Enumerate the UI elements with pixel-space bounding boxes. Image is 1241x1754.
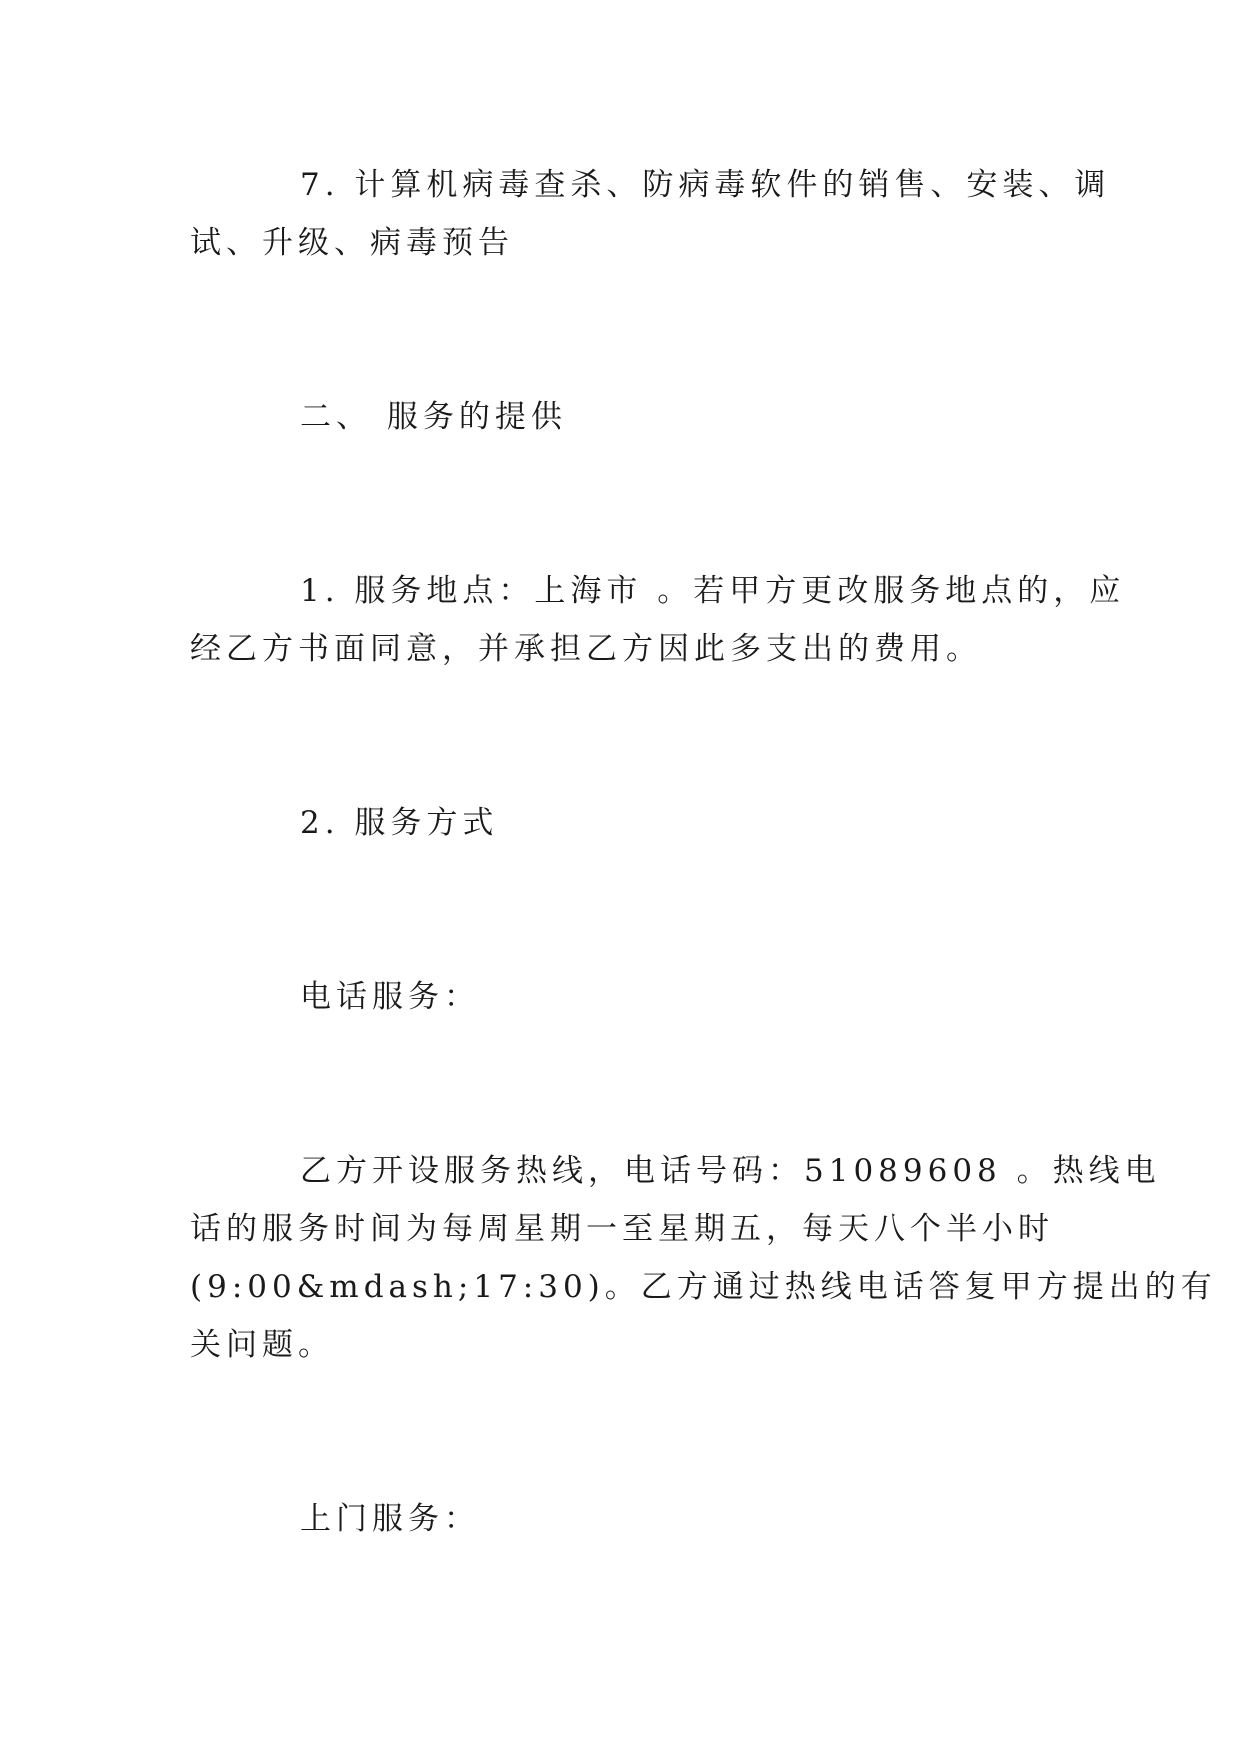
item-7-paragraph xyxy=(190,156,1111,272)
item-2-paragraph xyxy=(190,794,1050,852)
item-7-line-1: 7. 计算机病毒查杀、防病毒软件的销售、安装、调 xyxy=(300,167,1111,203)
onsite-service-heading xyxy=(190,1490,1050,1548)
item-1-line-1: 1. 服务地点：上海市 。若甲方更改服务地点的，应 xyxy=(300,573,1126,609)
phone-service-line-3: (9:00&mdash;17:30)。乙方通过热线电话答复甲方提出的有 xyxy=(190,1269,1217,1305)
phone-service-heading xyxy=(190,968,1050,1026)
section-2-heading xyxy=(190,388,1050,446)
phone-service-line-1: 乙方开设服务热线，电话号码：51089608 。热线电 xyxy=(300,1153,1161,1189)
item-1-line-2: 经乙方书面同意，并承担乙方因此多支出的费用。 xyxy=(190,631,982,667)
phone-service-heading-text: 电话服务： xyxy=(300,979,480,1015)
item-7-line-2: 试、升级、病毒预告 xyxy=(190,225,514,261)
item-1-paragraph xyxy=(190,562,1126,678)
phone-service-paragraph xyxy=(190,1142,1217,1374)
phone-service-line-4: 关问题。 xyxy=(190,1327,334,1363)
phone-service-line-2: 话的服务时间为每周星期一至星期五，每天八个半小时 xyxy=(190,1211,1054,1247)
onsite-service-heading-text: 上门服务： xyxy=(300,1501,480,1537)
section-2-heading-text: 二、 服务的提供 xyxy=(300,399,567,435)
item-2-text: 2. 服务方式 xyxy=(300,805,499,841)
